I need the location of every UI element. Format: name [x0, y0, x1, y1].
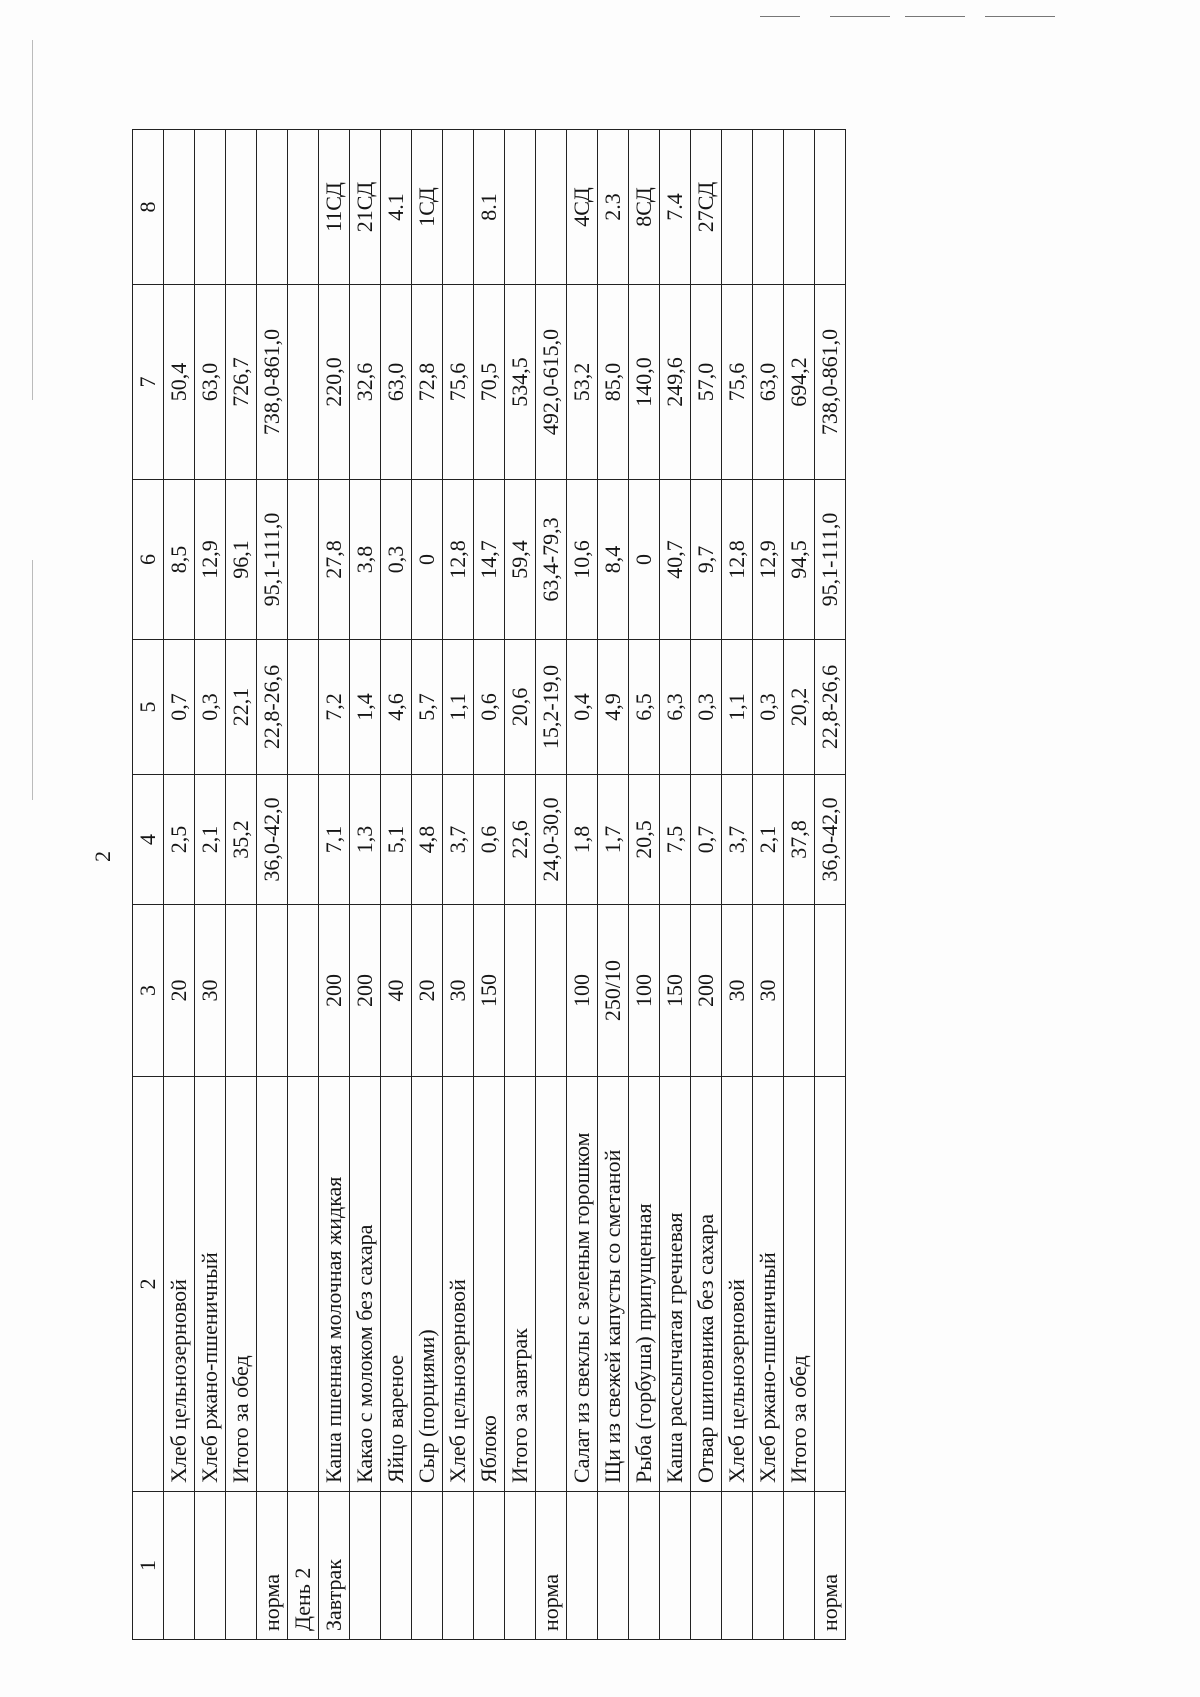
table-cell-r: 21СД	[350, 130, 381, 285]
table-cell-cat	[474, 1492, 505, 1640]
table-cell-u: 59,4	[505, 480, 536, 640]
table-cell-cat	[722, 1492, 753, 1640]
table-cell-cat	[567, 1492, 598, 1640]
table-cell-f: 5,7	[412, 640, 443, 775]
table-cell-u: 10,6	[567, 480, 598, 640]
table-cell-r: 4СД	[567, 130, 598, 285]
table-row	[164, 130, 195, 1640]
table-cell-cat	[629, 1492, 660, 1640]
table-row	[629, 130, 660, 1640]
table-cell-e: 53,2	[567, 285, 598, 480]
table-cell-w: 40	[381, 905, 412, 1077]
table-cell-e: 140,0	[629, 285, 660, 480]
table-cell-name	[815, 1077, 846, 1492]
table-cell-e: 70,5	[474, 285, 505, 480]
header-cell: 4	[133, 775, 164, 905]
table-cell-w: 150	[660, 905, 691, 1077]
table-cell-r	[257, 130, 288, 285]
table-cell-b: 24,0-30,0	[536, 775, 567, 905]
table-cell-u: 0,3	[381, 480, 412, 640]
table-cell-cat: норма	[815, 1492, 846, 1640]
table-cell-b: 2,5	[164, 775, 195, 905]
table-cell-b: 36,0-42,0	[815, 775, 846, 905]
table-cell-f: 1,1	[443, 640, 474, 775]
table-cell-cat	[381, 1492, 412, 1640]
table-row	[660, 130, 691, 1640]
nutrition-table	[132, 129, 846, 1640]
table-cell-f: 0,3	[753, 640, 784, 775]
table-cell-f: 22,8-26,6	[257, 640, 288, 775]
table-cell-name: Хлеб цельнозерновой	[722, 1077, 753, 1492]
table-row	[226, 130, 257, 1640]
table-cell-u: 95,1-111,0	[815, 480, 846, 640]
table-cell-u: 8,4	[598, 480, 629, 640]
table-cell-f: 6,5	[629, 640, 660, 775]
table-cell-b: 1,7	[598, 775, 629, 905]
table-cell-u: 12,8	[722, 480, 753, 640]
table-cell-f: 22,8-26,6	[815, 640, 846, 775]
table-cell-name: Яйцо вареное	[381, 1077, 412, 1492]
table-cell-r: 8СД	[629, 130, 660, 285]
header-cell: 5	[133, 640, 164, 775]
table-cell-r	[288, 130, 319, 285]
table-row	[257, 130, 288, 1640]
table-cell-f: 22,1	[226, 640, 257, 775]
table-cell-f: 4,6	[381, 640, 412, 775]
table-cell-cat: День 2	[288, 1492, 319, 1640]
table-cell-name	[257, 1077, 288, 1492]
table-cell-b: 0,7	[691, 775, 722, 905]
table-cell-f: 0,3	[691, 640, 722, 775]
table-cell-b: 20,5	[629, 775, 660, 905]
table-cell-cat	[443, 1492, 474, 1640]
table-cell-name: Щи из свежей капусты со сметаной	[598, 1077, 629, 1492]
header-cell: 3	[133, 905, 164, 1077]
table-cell-b: 35,2	[226, 775, 257, 905]
table-row	[195, 130, 226, 1640]
table-cell-r	[164, 130, 195, 285]
table-cell-w: 20	[164, 905, 195, 1077]
table-cell-u: 12,9	[195, 480, 226, 640]
table-cell-name: Хлеб ржано-пшеничный	[753, 1077, 784, 1492]
table-cell-r: 1СД	[412, 130, 443, 285]
table-cell-e: 249,6	[660, 285, 691, 480]
table-cell-name	[288, 1077, 319, 1492]
table-cell-f: 1,1	[722, 640, 753, 775]
table-cell-b: 2,1	[195, 775, 226, 905]
table-cell-e: 738,0-861,0	[815, 285, 846, 480]
table-cell-name	[536, 1077, 567, 1492]
table-cell-f: 0,7	[164, 640, 195, 775]
table-cell-u	[288, 480, 319, 640]
table-cell-e: 75,6	[722, 285, 753, 480]
table-cell-r: 8.1	[474, 130, 505, 285]
table-cell-cat	[691, 1492, 722, 1640]
table-row	[443, 130, 474, 1640]
table-cell-f	[288, 640, 319, 775]
table-row	[412, 130, 443, 1640]
table-cell-w: 150	[474, 905, 505, 1077]
table-cell-name: Сыр (порциями)	[412, 1077, 443, 1492]
table-cell-cat: Завтрак	[319, 1492, 350, 1640]
header-cell: 8	[133, 130, 164, 285]
table-cell-cat	[598, 1492, 629, 1640]
table-cell-name: Хлеб цельнозерновой	[164, 1077, 195, 1492]
table-row	[536, 130, 567, 1640]
table-cell-f: 7,2	[319, 640, 350, 775]
table-cell-u: 3,8	[350, 480, 381, 640]
table-cell-f: 0,3	[195, 640, 226, 775]
table-cell-r	[722, 130, 753, 285]
table-cell-f: 0,4	[567, 640, 598, 775]
table-cell-e: 85,0	[598, 285, 629, 480]
table-cell-e: 738,0-861,0	[257, 285, 288, 480]
table-row	[753, 130, 784, 1640]
table-cell-cat: норма	[257, 1492, 288, 1640]
table-row	[319, 130, 350, 1640]
table-cell-e: 63,0	[195, 285, 226, 480]
table-row	[815, 130, 846, 1640]
table-cell-w: 200	[691, 905, 722, 1077]
table-cell-name: Каша рассыпчатая гречневая	[660, 1077, 691, 1492]
table-cell-w	[815, 905, 846, 1077]
table-cell-r	[753, 130, 784, 285]
table-cell-e: 492,0-615,0	[536, 285, 567, 480]
table-cell-w: 30	[443, 905, 474, 1077]
table-cell-e: 726,7	[226, 285, 257, 480]
table-cell-b: 4,8	[412, 775, 443, 905]
table-cell-u: 8,5	[164, 480, 195, 640]
page-number: 2	[90, 851, 115, 862]
table-cell-f: 15,2-19,0	[536, 640, 567, 775]
table-cell-r	[195, 130, 226, 285]
table-cell-u: 63,4-79,3	[536, 480, 567, 640]
table-cell-cat	[226, 1492, 257, 1640]
table-cell-r	[536, 130, 567, 285]
table-cell-f: 6,3	[660, 640, 691, 775]
table-cell-w	[784, 905, 815, 1077]
table-cell-name: Хлеб ржано-пшеничный	[195, 1077, 226, 1492]
table-cell-f: 20,2	[784, 640, 815, 775]
table-cell-u: 95,1-111,0	[257, 480, 288, 640]
rotated-table-container	[132, 130, 846, 1640]
table-cell-f: 1,4	[350, 640, 381, 775]
table-cell-w: 30	[753, 905, 784, 1077]
table-cell-f: 20,6	[505, 640, 536, 775]
header-cell: 1	[133, 1492, 164, 1640]
table-row	[505, 130, 536, 1640]
table-cell-b: 22,6	[505, 775, 536, 905]
table-cell-name: Рыба (горбуша) припущенная	[629, 1077, 660, 1492]
table-cell-name: Какао с молоком без сахара	[350, 1077, 381, 1492]
table-cell-b: 7,1	[319, 775, 350, 905]
table-cell-u: 96,1	[226, 480, 257, 640]
table-cell-r	[443, 130, 474, 285]
table-cell-e: 32,6	[350, 285, 381, 480]
table-cell-b: 2,1	[753, 775, 784, 905]
table-cell-u: 0	[412, 480, 443, 640]
table-cell-w: 250/10	[598, 905, 629, 1077]
table-cell-u: 12,8	[443, 480, 474, 640]
table-cell-r	[784, 130, 815, 285]
table-cell-w: 30	[195, 905, 226, 1077]
table-cell-u: 27,8	[319, 480, 350, 640]
table-cell-b: 1,8	[567, 775, 598, 905]
table-row	[381, 130, 412, 1640]
table-cell-e: 72,8	[412, 285, 443, 480]
table-cell-r	[505, 130, 536, 285]
table-cell-r: 11СД	[319, 130, 350, 285]
table-cell-u: 94,5	[784, 480, 815, 640]
header-cell: 6	[133, 480, 164, 640]
table-row	[350, 130, 381, 1640]
header-cell: 7	[133, 285, 164, 480]
table-cell-e: 57,0	[691, 285, 722, 480]
table-cell-e: 75,6	[443, 285, 474, 480]
table-cell-w: 200	[350, 905, 381, 1077]
table-cell-e: 63,0	[381, 285, 412, 480]
table-cell-e: 694,2	[784, 285, 815, 480]
table-cell-w: 200	[319, 905, 350, 1077]
table-cell-cat	[412, 1492, 443, 1640]
table-cell-cat	[505, 1492, 536, 1640]
table-cell-r	[815, 130, 846, 285]
table-cell-u: 14,7	[474, 480, 505, 640]
table-cell-b	[288, 775, 319, 905]
table-cell-w	[536, 905, 567, 1077]
table-cell-e: 534,5	[505, 285, 536, 480]
table-row	[288, 130, 319, 1640]
table-cell-w: 100	[567, 905, 598, 1077]
table-cell-cat	[164, 1492, 195, 1640]
table-cell-name: Отвар шиповника без сахара	[691, 1077, 722, 1492]
table-cell-w	[226, 905, 257, 1077]
table-cell-cat	[195, 1492, 226, 1640]
table-cell-f: 4,9	[598, 640, 629, 775]
table-cell-e: 63,0	[753, 285, 784, 480]
table-cell-b: 36,0-42,0	[257, 775, 288, 905]
table-cell-w: 30	[722, 905, 753, 1077]
table-cell-e: 220,0	[319, 285, 350, 480]
table-cell-cat	[784, 1492, 815, 1640]
table-cell-b: 5,1	[381, 775, 412, 905]
table-cell-cat	[660, 1492, 691, 1640]
table-cell-e: 50,4	[164, 285, 195, 480]
table-cell-u: 9,7	[691, 480, 722, 640]
table-cell-w	[288, 905, 319, 1077]
table-cell-w: 20	[412, 905, 443, 1077]
table-cell-b: 3,7	[722, 775, 753, 905]
table-cell-name: Итого за обед	[784, 1077, 815, 1492]
table-row	[691, 130, 722, 1640]
table-cell-f: 0,6	[474, 640, 505, 775]
table-cell-name: Каша пшенная молочная жидкая	[319, 1077, 350, 1492]
table-cell-b: 7,5	[660, 775, 691, 905]
table-cell-b: 0,6	[474, 775, 505, 905]
table-cell-cat	[753, 1492, 784, 1640]
table-cell-r: 2.3	[598, 130, 629, 285]
table-cell-w	[257, 905, 288, 1077]
table-row	[722, 130, 753, 1640]
table-cell-e	[288, 285, 319, 480]
table-cell-name: Итого за завтрак	[505, 1077, 536, 1492]
table-row	[784, 130, 815, 1640]
table-cell-w: 100	[629, 905, 660, 1077]
table-cell-r	[226, 130, 257, 285]
table-cell-u: 12,9	[753, 480, 784, 640]
table-cell-b: 3,7	[443, 775, 474, 905]
table-cell-u: 0	[629, 480, 660, 640]
table-cell-name: Салат из свеклы с зеленым горошком	[567, 1077, 598, 1492]
table-cell-b: 1,3	[350, 775, 381, 905]
table-cell-cat: норма	[536, 1492, 567, 1640]
table-cell-name: Хлеб цельнозерновой	[443, 1077, 474, 1492]
table-cell-name: Яблоко	[474, 1077, 505, 1492]
table-cell-r: 7.4	[660, 130, 691, 285]
table-cell-w	[505, 905, 536, 1077]
table-row	[598, 130, 629, 1640]
table-cell-r: 4.1	[381, 130, 412, 285]
table-cell-u: 40,7	[660, 480, 691, 640]
table-cell-r: 27СД	[691, 130, 722, 285]
table-row	[567, 130, 598, 1640]
table-cell-b: 37,8	[784, 775, 815, 905]
table-cell-cat	[350, 1492, 381, 1640]
table-header-row	[133, 130, 164, 1640]
header-cell: 2	[133, 1077, 164, 1492]
table-cell-name: Итого за обед	[226, 1077, 257, 1492]
table-row	[474, 130, 505, 1640]
